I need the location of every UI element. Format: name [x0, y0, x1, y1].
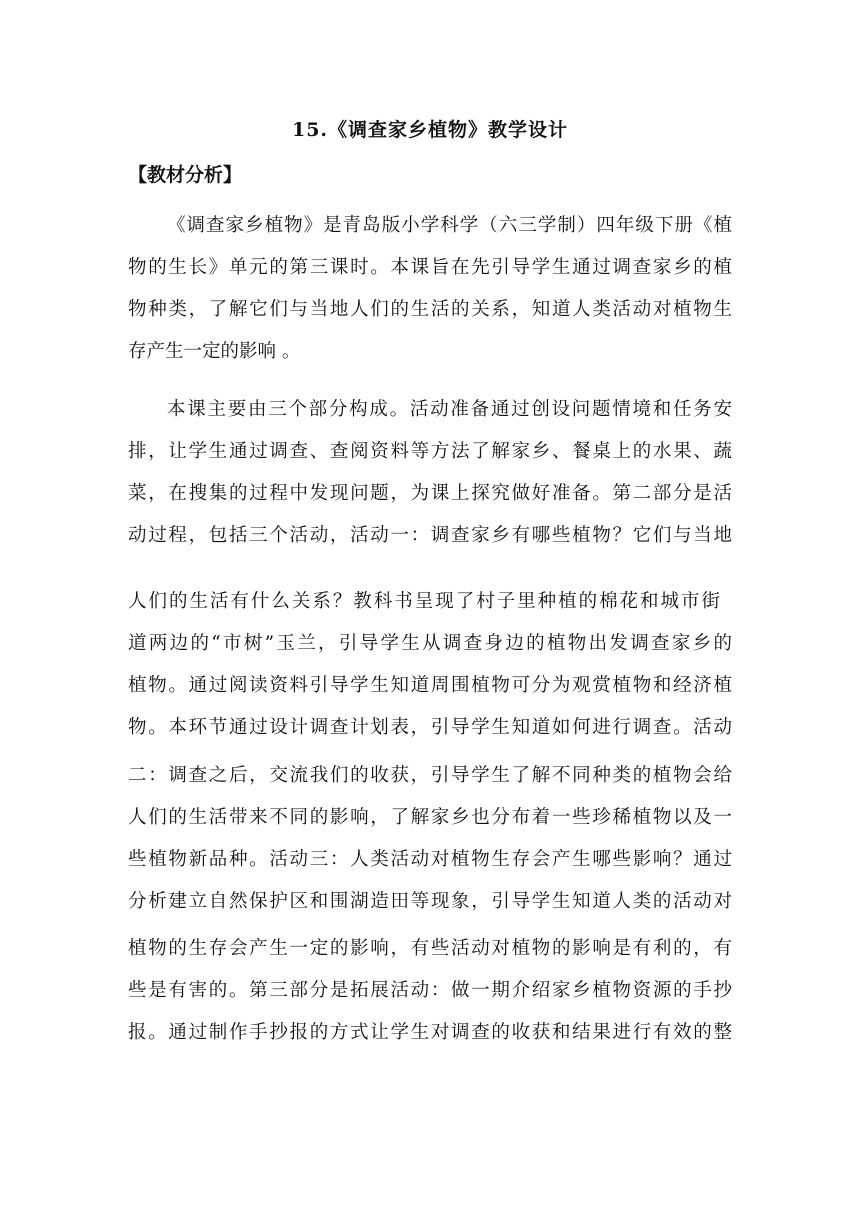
paragraph-2-line: 本课主要由三个部分构成。活动准备通过创设问题情境和任务安	[167, 399, 732, 420]
paragraph-2-line: 物。本环节通过设计调查计划表，引导学生知道如何进行调查。活动	[128, 717, 732, 738]
paragraph-1-line: 物的生长》单元的第三课时。本课旨在先引导学生通过调查家乡的植	[128, 257, 732, 278]
paragraph-2-line: 报。通过制作手抄报的方式让学生对调查的收获和结果进行有效的整	[128, 1022, 732, 1043]
paragraph-2-line: 道两边的“市树”玉兰，引导学生从调查身边的植物出发调查家乡的	[128, 633, 732, 654]
paragraph-2-line: 人们的生活带来不同的影响，了解家乡也分布着一些珍稀植物以及一	[128, 807, 732, 828]
paragraph-1-line: 存产生一定的影响 。	[128, 341, 301, 362]
paragraph-2-line: 些植物新品种。活动三：人类活动对植物生存会产生哪些影响？通过	[128, 849, 732, 870]
section-heading-textbook-analysis: 【教材分析】	[128, 164, 243, 186]
paragraph-1-line: 物种类，了解它们与当地人们的生活的关系，知道人类活动对植物生	[128, 299, 732, 320]
paragraph-1-line: 《调查家乡植物》是青岛版小学科学（六三学制）四年级下册《植	[167, 215, 732, 236]
paragraph-2-line: 人们的生活有什么关系？教科书呈现了村子里种植的棉花和城市街	[128, 591, 720, 612]
paragraph-2-line: 排，让学生通过调查、查阅资料等方法了解家乡、餐桌上的水果、蔬	[128, 441, 732, 462]
paragraph-2-line: 菜，在搜集的过程中发现问题，为课上探究做好准备。第二部分是活	[128, 483, 732, 504]
paragraph-2-line: 植物。通过阅读资料引导学生知道周围植物可分为观赏植物和经济植	[128, 675, 732, 696]
paragraph-2-line: 动过程，包括三个活动，活动一：调查家乡有哪些植物？它们与当地	[128, 525, 732, 546]
paragraph-2-line: 分析建立自然保护区和围湖造田等现象，引导学生知道人类的活动对	[128, 891, 732, 912]
document-title: 15.《调查家乡植物》教学设计	[291, 119, 569, 141]
paragraph-2-line: 二：调查之后，交流我们的收获，引导学生了解不同种类的植物会给	[128, 765, 732, 786]
paragraph-2-line: 些是有害的。第三部分是拓展活动：做一期介绍家乡植物资源的手抄	[128, 980, 732, 1001]
paragraph-2-line: 植物的生存会产生一定的影响，有些活动对植物的影响是有利的，有	[128, 938, 732, 959]
